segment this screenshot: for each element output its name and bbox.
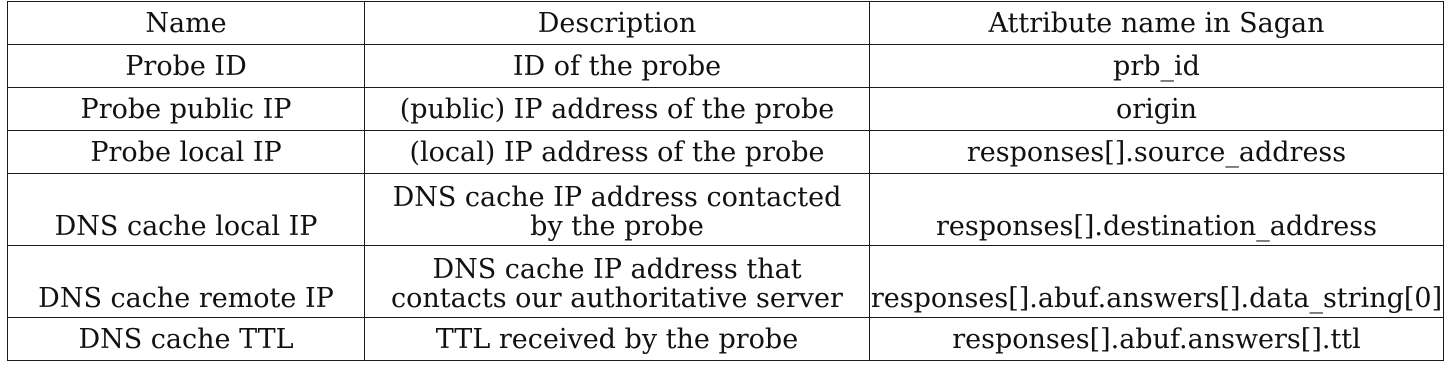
header-name: Name (8, 2, 365, 45)
attribute-table (7, 1, 1444, 361)
cell-name: Probe ID (8, 45, 365, 88)
cell-attribute: responses[].destination_address (870, 174, 1444, 246)
cell-name: DNS cache remote IP (8, 246, 365, 318)
table-row (8, 174, 1444, 246)
header-row (8, 2, 1444, 45)
cell-description: (local) IP address of the probe (365, 131, 870, 174)
header-description: Description (365, 2, 870, 45)
cell-attribute: prb_id (870, 45, 1444, 88)
cell-description: ID of the probe (365, 45, 870, 88)
description-line: by the probe (530, 211, 704, 242)
cell-description (365, 246, 870, 318)
cell-attribute: responses[].abuf.answers[].data_string[0] (870, 246, 1444, 318)
description-line: contacts our authoritative server (391, 283, 843, 314)
cell-name: DNS cache TTL (8, 318, 365, 361)
table-row (8, 88, 1444, 131)
cell-description (365, 174, 870, 246)
cell-name: Probe public IP (8, 88, 365, 131)
table-row (8, 131, 1444, 174)
cell-attribute: origin (870, 88, 1444, 131)
cell-description: (public) IP address of the probe (365, 88, 870, 131)
cell-attribute: responses[].abuf.answers[].ttl (870, 318, 1444, 361)
header-attribute: Attribute name in Sagan (870, 2, 1444, 45)
table-row (8, 318, 1444, 361)
table-row (8, 246, 1444, 318)
description-line: DNS cache IP address contacted (392, 182, 842, 213)
cell-description: TTL received by the probe (365, 318, 870, 361)
cell-name: Probe local IP (8, 131, 365, 174)
table-row (8, 45, 1444, 88)
cell-name: DNS cache local IP (8, 174, 365, 246)
cell-attribute: responses[].source_address (870, 131, 1444, 174)
description-line: DNS cache IP address that (432, 254, 802, 285)
